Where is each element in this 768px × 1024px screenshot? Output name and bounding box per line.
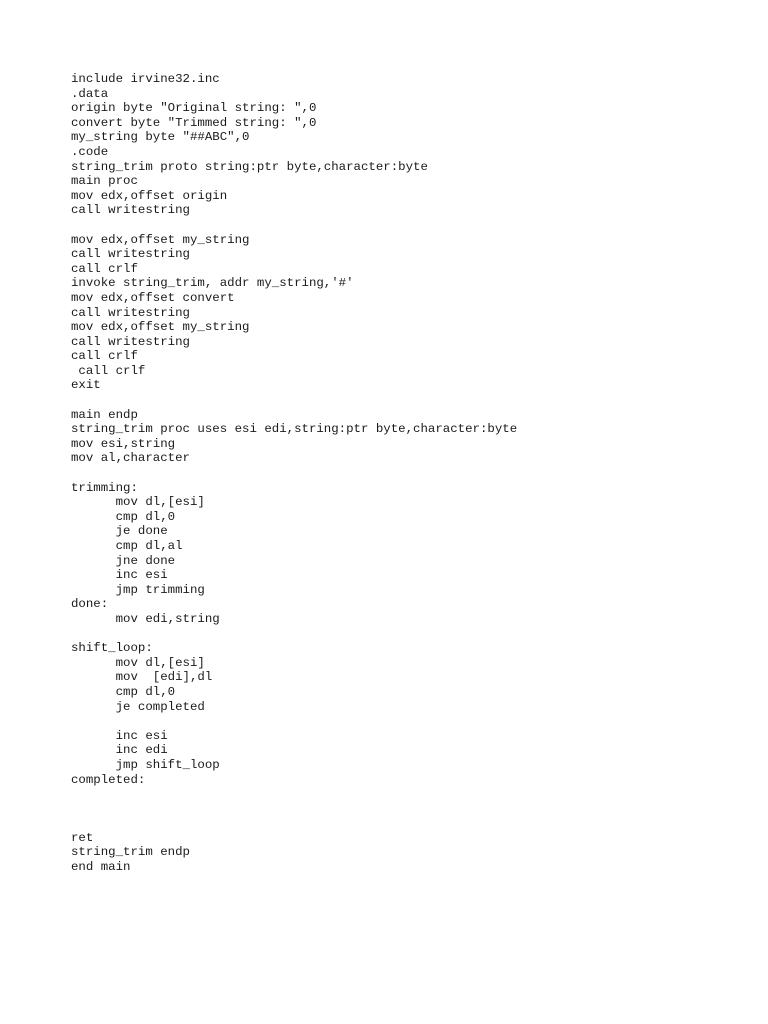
code-line-27: mov al,character [71, 451, 190, 466]
code-line-51 [71, 802, 517, 817]
code-line-8: main proc [71, 174, 138, 189]
code-line-19: call writestring [71, 334, 190, 349]
code-line-18: mov edx,offset my_string [71, 320, 250, 335]
assembly-code [71, 72, 517, 875]
code-line-53: ret [71, 830, 94, 845]
code-line-38: mov edi,string [71, 611, 220, 626]
code-line-35: inc esi [71, 568, 168, 583]
code-line-49: completed: [71, 772, 146, 787]
code-line-40: shift_loop: [71, 641, 153, 656]
code-line-24: main endp [71, 407, 138, 422]
code-line-21: call crlf [71, 363, 146, 378]
code-line-9: mov edx,offset origin [71, 188, 228, 203]
code-line-11 [71, 218, 517, 233]
code-line-20: call crlf [71, 349, 138, 364]
code-line-50 [71, 787, 517, 802]
code-line-33: cmp dl,al [71, 539, 183, 553]
code-line-43: cmp dl,0 [71, 684, 176, 699]
code-line-55: end main [71, 860, 131, 875]
code-line-47: inc edi [71, 743, 168, 758]
code-line-52 [71, 816, 517, 831]
code-line-14: call crlf [71, 261, 138, 276]
code-line-10: call writestring [71, 203, 190, 218]
code-line-4: convert byte "Trimmed string: ",0 [71, 115, 317, 130]
code-line-7: string_trim proto string:ptr byte,character:byte [71, 159, 428, 174]
code-line-16: mov edx,offset convert [71, 290, 235, 305]
code-line-36: jmp trimming [71, 582, 205, 597]
code-line-31: cmp dl,0 [71, 509, 176, 524]
code-line-3: origin byte "Original string: ",0 [71, 101, 317, 116]
code-line-12: mov edx,offset my_string [71, 232, 250, 247]
code-line-32: je done [71, 524, 168, 539]
code-line-13: call writestring [71, 247, 190, 262]
code-line-34: jne done [71, 553, 176, 568]
code-line-41: mov dl,[esi] [71, 655, 205, 670]
code-line-6: .code [71, 144, 109, 159]
code-line-29: trimming: [71, 480, 138, 495]
code-line-26: mov esi,string [71, 436, 176, 451]
code-line-54: string_trim endp [71, 845, 190, 860]
code-line-5: my_string byte "##ABC",0 [71, 130, 250, 145]
code-line-42: mov [edi],dl [71, 670, 213, 685]
code-line-2: .data [71, 86, 109, 101]
code-line-25: string_trim proc uses esi edi,string:ptr byte,character:byte [71, 422, 518, 437]
code-line-37: done: [71, 597, 109, 612]
code-line-1: include irvine32.inc [71, 72, 220, 86]
code-line-17: call writestring [71, 305, 190, 320]
code-line-23 [71, 393, 517, 408]
code-line-48: jmp shift_loop [71, 757, 220, 772]
code-line-22: exit [71, 378, 101, 393]
code-line-45 [71, 714, 517, 729]
code-line-28 [71, 466, 517, 481]
code-line-44: je completed [71, 699, 205, 714]
code-line-30: mov dl,[esi] [71, 495, 205, 510]
code-line-39 [71, 627, 517, 642]
code-line-15: invoke string_trim, addr my_string,'#' [71, 276, 354, 291]
code-line-46: inc esi [71, 728, 168, 743]
